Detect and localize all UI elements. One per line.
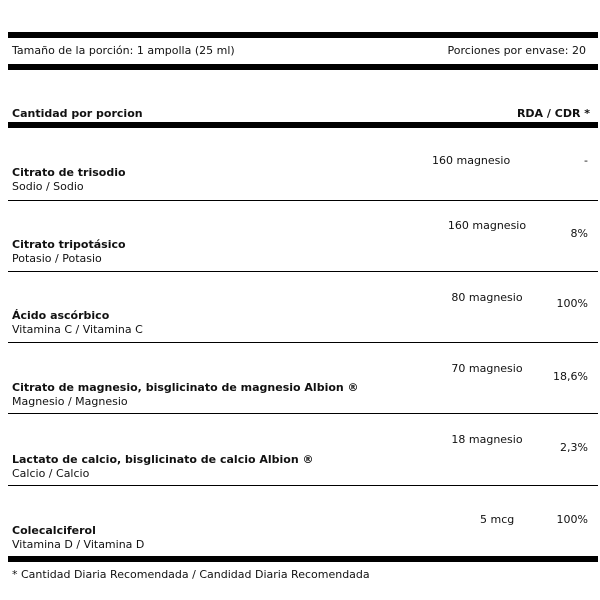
nutrient-name: Citrato tripotásico — [12, 238, 126, 251]
columns-thick-rule — [8, 122, 598, 128]
nutrient-quantity: 18 magnesio — [451, 433, 523, 446]
row-divider — [8, 342, 598, 343]
nutrient-rda-percent: 100% — [556, 297, 588, 310]
nutrient-subname: Magnesio / Magnesio — [12, 395, 128, 408]
nutrient-name: Colecalciferol — [12, 524, 96, 537]
nutrient-quantity: 80 magnesio — [451, 291, 523, 304]
footnote: * Cantidad Diaria Recomendada / Candidad Diaria Recomendada — [12, 568, 370, 581]
amount-per-serving-label: Cantidad por porcion — [12, 107, 143, 120]
nutrient-rda-percent: - — [584, 154, 588, 167]
nutrient-name: Lactato de calcio, bisglicinato de calcio Albion ® — [12, 453, 314, 466]
serving-size: Tamaño de la porción: 1 ampolla (25 ml) — [12, 44, 235, 57]
nutrient-quantity: 160 magnesio — [432, 154, 511, 167]
top-thick-rule — [8, 32, 598, 38]
bottom-thick-rule — [8, 556, 598, 562]
rda-column-label: RDA / CDR * — [516, 107, 590, 120]
nutrient-subname: Calcio / Calcio — [12, 467, 90, 480]
nutrient-name: Ácido ascórbico — [12, 309, 110, 322]
nutrient-subname: Vitamina C / Vitamina C — [12, 323, 143, 336]
nutrient-quantity: 5 mcg — [480, 513, 515, 526]
row-divider — [8, 413, 598, 414]
row-divider — [8, 271, 598, 272]
header-thick-rule — [8, 64, 598, 70]
nutrient-quantity: 70 magnesio — [451, 362, 523, 375]
nutrient-rda-percent: 100% — [556, 513, 588, 526]
nutrient-rda-percent: 8% — [570, 227, 588, 240]
nutrient-subname: Potasio / Potasio — [12, 252, 102, 265]
nutrient-subname: Sodio / Sodio — [12, 180, 84, 193]
servings-per-container: Porciones por envase: 20 — [447, 44, 586, 57]
row-divider — [8, 200, 598, 201]
nutrient-name: Citrato de trisodio — [12, 166, 126, 179]
nutrient-subname: Vitamina D / Vitamina D — [12, 538, 145, 551]
nutrient-rda-percent: 18,6% — [553, 370, 588, 383]
nutrient-quantity: 160 magnesio — [447, 219, 527, 232]
nutrient-rda-percent: 2,3% — [560, 441, 588, 454]
nutrient-name: Citrato de magnesio, bisglicinato de magnesio Albion ® — [12, 381, 359, 394]
row-divider — [8, 485, 598, 486]
